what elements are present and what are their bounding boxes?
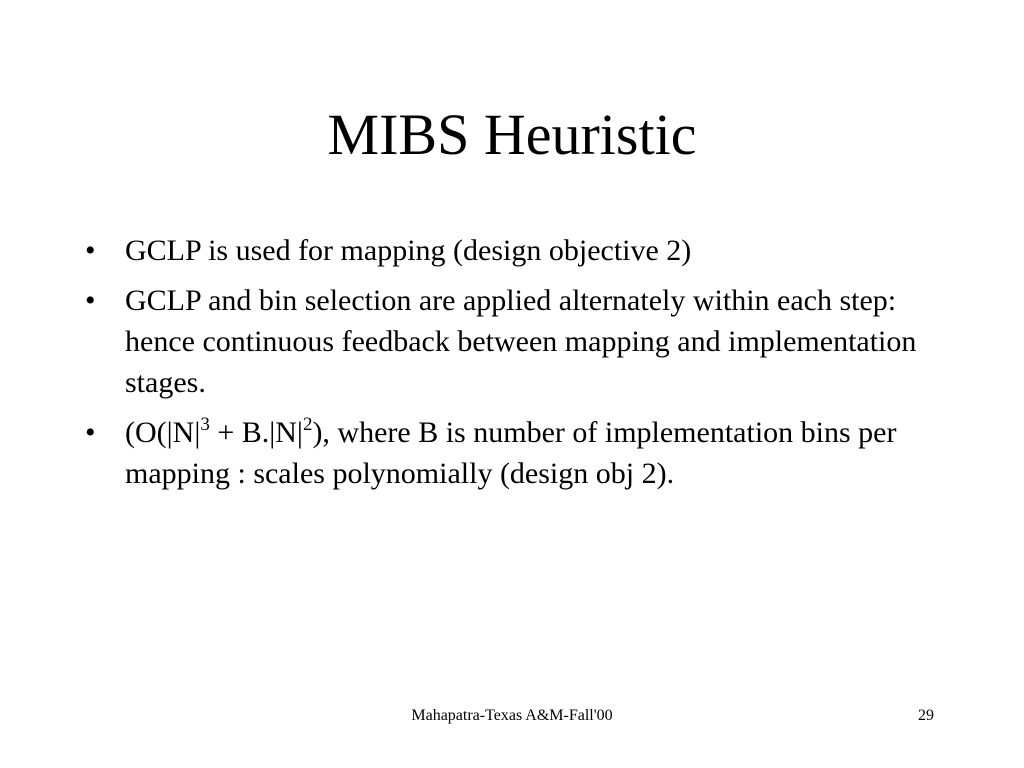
complexity-text-part2: + B.|N| bbox=[209, 416, 303, 449]
complexity-text-part3: ), where B is number of implementation bins per mapping : scales polynomially (design obj 2). bbox=[125, 416, 897, 490]
complexity-text-part1: (O(|N| bbox=[125, 416, 201, 449]
bullet-text: GCLP is used for mapping (design objective 2) bbox=[125, 234, 692, 267]
footer-page-number: 29 bbox=[918, 707, 934, 724]
bullet-dot-icon: • bbox=[85, 416, 96, 449]
slide-title: MIBS Heuristic bbox=[327, 102, 697, 167]
bullet-item-alternation bbox=[85, 280, 945, 403]
bullet-item-complexity bbox=[85, 412, 945, 494]
bullet-dot-icon: • bbox=[85, 284, 96, 317]
bullet-list bbox=[85, 230, 945, 503]
footer-course-label: Mahapatra-Texas A&M-Fall'00 bbox=[411, 707, 613, 724]
exponent-3: 3 bbox=[200, 414, 210, 435]
bullet-dot-icon: • bbox=[85, 234, 96, 267]
bullet-text: GCLP and bin selection are applied alternately within each step: hence continuous feedback between mapping and implementation stages. bbox=[125, 284, 917, 399]
exponent-2: 2 bbox=[302, 414, 313, 435]
bullet-item-mapping bbox=[85, 230, 945, 271]
